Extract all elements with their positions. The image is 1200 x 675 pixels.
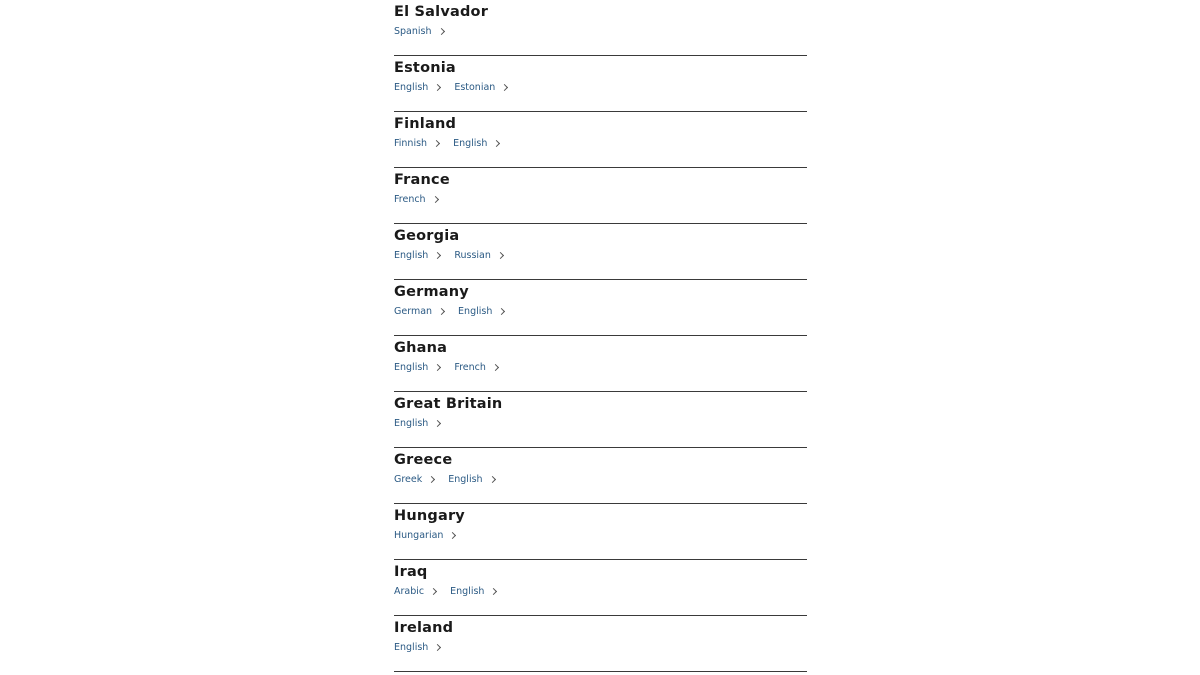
chevron-right-icon xyxy=(430,588,437,595)
country-item xyxy=(394,616,807,672)
language-label: English xyxy=(448,474,483,485)
chevron-right-icon xyxy=(449,532,456,539)
chevron-right-icon xyxy=(434,420,441,427)
chevron-right-icon xyxy=(490,588,497,595)
country-language-list xyxy=(394,0,807,672)
language-link[interactable] xyxy=(394,474,436,485)
country-item xyxy=(394,168,807,224)
language-label: English xyxy=(453,138,488,149)
language-link[interactable] xyxy=(394,642,442,653)
chevron-right-icon xyxy=(501,84,508,91)
language-link[interactable] xyxy=(394,418,442,429)
language-link[interactable] xyxy=(448,474,496,485)
country-item xyxy=(394,504,807,560)
language-label: English xyxy=(394,82,429,93)
language-links xyxy=(394,586,510,597)
language-label: Arabic xyxy=(394,586,425,597)
language-link[interactable] xyxy=(450,586,498,597)
country-item xyxy=(394,448,807,504)
language-label: Hungarian xyxy=(394,530,444,541)
country-item xyxy=(394,224,807,280)
language-label: English xyxy=(458,306,493,317)
country-name: Georgia xyxy=(394,228,460,244)
country-item xyxy=(394,56,807,112)
language-link[interactable] xyxy=(394,306,446,317)
chevron-right-icon xyxy=(493,140,500,147)
chevron-right-icon xyxy=(434,84,441,91)
language-label: English xyxy=(450,586,485,597)
country-item xyxy=(394,112,807,168)
language-label: Estonian xyxy=(454,82,496,93)
language-links xyxy=(394,362,512,373)
chevron-right-icon xyxy=(433,140,440,147)
language-link[interactable] xyxy=(454,250,505,261)
country-name: France xyxy=(394,172,450,188)
language-link[interactable] xyxy=(453,138,501,149)
language-links xyxy=(394,642,454,653)
country-name: Finland xyxy=(394,116,457,132)
language-links xyxy=(394,474,509,485)
language-label: English xyxy=(394,362,429,373)
country-item xyxy=(394,280,807,336)
country-name: Germany xyxy=(394,284,469,300)
country-item xyxy=(394,0,807,56)
country-name: Ghana xyxy=(394,340,448,356)
country-item xyxy=(394,336,807,392)
language-links xyxy=(394,250,517,261)
chevron-right-icon xyxy=(434,252,441,259)
chevron-right-icon xyxy=(492,364,499,371)
language-link[interactable] xyxy=(394,586,438,597)
language-link[interactable] xyxy=(394,26,446,37)
language-label: English xyxy=(394,642,429,653)
language-links xyxy=(394,418,454,429)
chevron-right-icon xyxy=(498,308,505,315)
country-item xyxy=(394,392,807,448)
language-label: English xyxy=(394,418,429,429)
language-link[interactable] xyxy=(394,194,440,205)
language-label: German xyxy=(394,306,433,317)
language-label: Finnish xyxy=(394,138,428,149)
country-name: Iraq xyxy=(394,564,428,580)
language-label: Greek xyxy=(394,474,423,485)
language-links xyxy=(394,82,521,93)
chevron-right-icon xyxy=(489,476,496,483)
language-links xyxy=(394,194,452,205)
language-label: Spanish xyxy=(394,26,432,37)
country-name: Estonia xyxy=(394,60,456,76)
language-label: French xyxy=(454,362,486,373)
country-item xyxy=(394,560,807,616)
language-links xyxy=(394,138,513,149)
country-name: Great Britain xyxy=(394,396,503,412)
language-link[interactable] xyxy=(458,306,506,317)
language-link[interactable] xyxy=(454,362,500,373)
country-name: Hungary xyxy=(394,508,465,524)
language-links xyxy=(394,306,518,317)
language-link[interactable] xyxy=(394,250,442,261)
country-name: El Salvador xyxy=(394,4,489,20)
country-name: Greece xyxy=(394,452,453,468)
chevron-right-icon xyxy=(438,308,445,315)
chevron-right-icon xyxy=(497,252,504,259)
chevron-right-icon xyxy=(428,476,435,483)
country-name: Ireland xyxy=(394,620,454,636)
chevron-right-icon xyxy=(437,28,444,35)
language-link[interactable] xyxy=(394,82,442,93)
language-label: English xyxy=(394,250,429,261)
language-links xyxy=(394,26,458,37)
chevron-right-icon xyxy=(434,644,441,651)
language-links xyxy=(394,530,469,541)
language-link[interactable] xyxy=(394,530,457,541)
chevron-right-icon xyxy=(434,364,441,371)
language-label: French xyxy=(394,194,426,205)
language-link[interactable] xyxy=(394,138,441,149)
language-label: Russian xyxy=(454,250,491,261)
chevron-right-icon xyxy=(432,196,439,203)
language-link[interactable] xyxy=(454,82,509,93)
language-link[interactable] xyxy=(394,362,442,373)
